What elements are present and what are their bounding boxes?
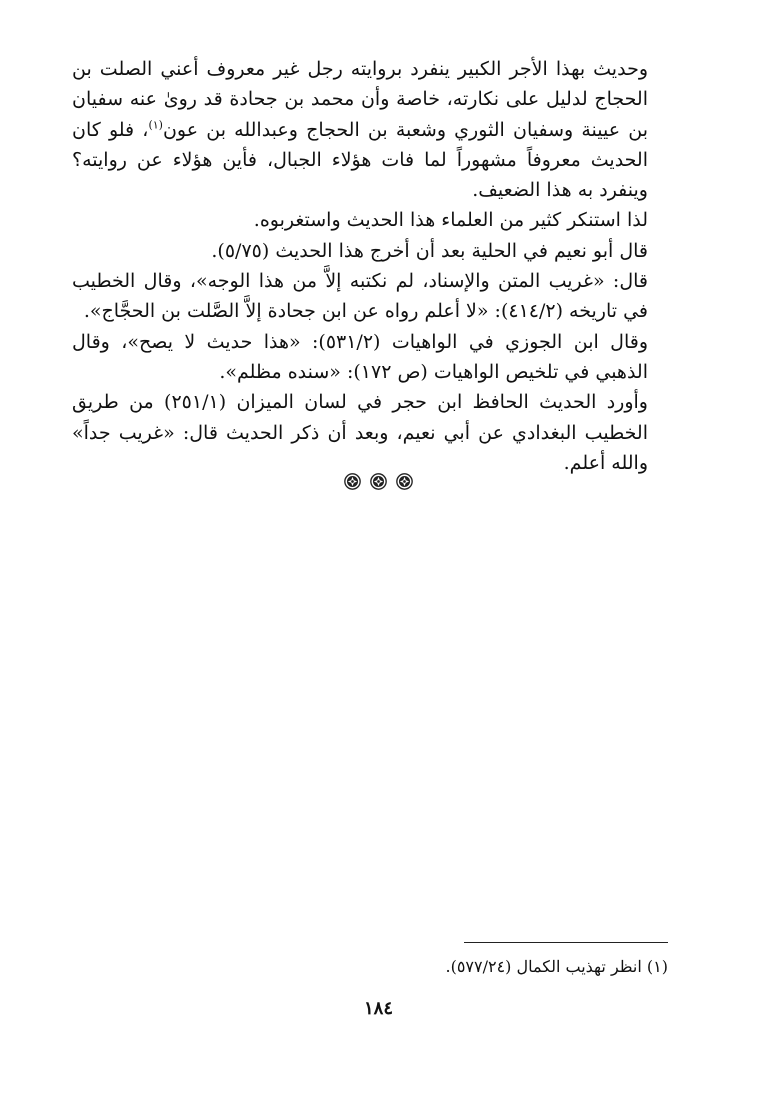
footnote-separator	[464, 942, 668, 943]
paragraph-4: قال: «غريب المتن والإسناد، لم نكتبه إلاَّ من هذا الوجه»، وقال الخطيب في تاريخه (٤١٤/٢): «لا أعلم رواه عن ابن جحادة إلاَّ الصَّلت بن الحجَّاج».	[72, 270, 648, 323]
footnote: (١) انظر تهذيب الكمال (٥٧٧/٢٤).	[445, 957, 668, 976]
paragraph-1-text: وحديث بهذا الأجر الكبير ينفرد بروايته رجل غير معروف أعني الصلت بن الحجاج لدليل على نكارته، خاصة وأن محمد بن جحادة قد روىٰ عنه سفيان بن عيينة وسفيان الثوري وشعبة بن الحجاج وعبدالله بن عون	[72, 58, 648, 141]
section-end-ornaments	[0, 471, 757, 490]
rosette-ornament-icon	[344, 473, 361, 490]
paragraph-5: وقال ابن الجوزي في الواهيات (٥٣١/٢): «هذا حديث لا يصح»، وقال الذهبي في تلخيص الواهيات (ص ١٧٢): «سنده مظلم».	[72, 330, 649, 383]
paragraph-2: لذا استنكر كثير من العلماء هذا الحديث واستغربوه.	[253, 209, 648, 232]
paragraph-1	[72, 54, 648, 205]
paragraph-3: قال أبو نعيم في الحلية بعد أن أخرج هذا الحديث (٥/٧٥).	[211, 239, 648, 262]
paragraph-1-text-continued: ، فلو كان الحديث معروفاً مشهوراً لما فات هؤلاء الجبال، فأين هؤلاء عن روايته؟ وينفرد به هذا الضعيف.	[72, 118, 648, 202]
rosette-ornament-icon	[396, 473, 413, 490]
main-text	[72, 54, 648, 478]
footnote-reference: (١)	[148, 118, 163, 132]
paragraph-6: وأورد الحديث الحافظ ابن حجر في لسان الميزان (٢٥١/١) من طريق الخطيب البغدادي عن أبي نعيم، وبعد أن ذكر الحديث قال: «غريب جداً» والله أعلم.	[72, 391, 648, 474]
page-number: ١٨٤	[363, 998, 393, 1019]
rosette-ornament-icon	[370, 473, 387, 490]
